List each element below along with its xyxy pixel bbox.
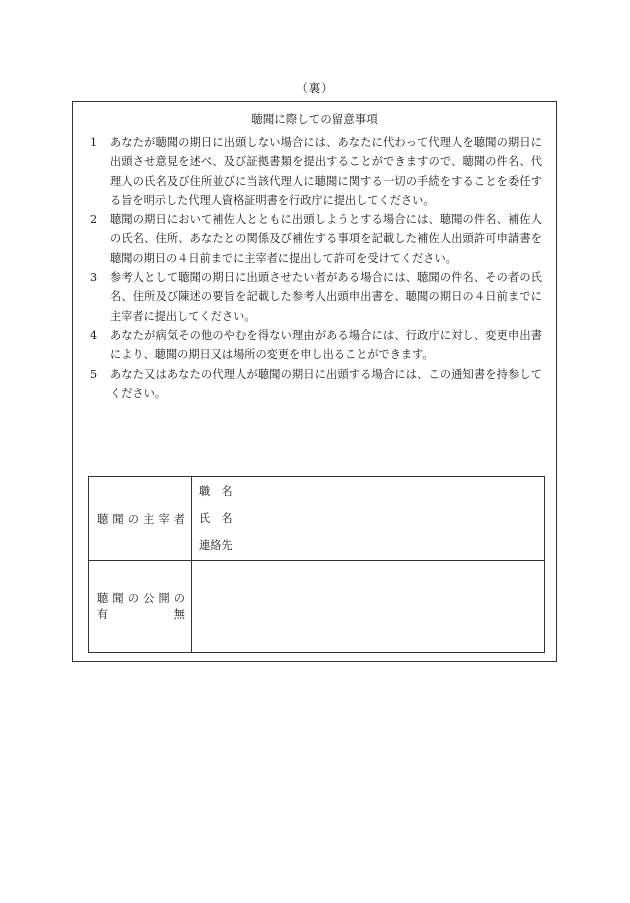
table-row-chair: [89, 477, 545, 561]
chair-position-label: 職 名: [199, 485, 233, 498]
chair-label-cell: [89, 477, 192, 561]
notice-item-number: 1: [90, 136, 98, 149]
notice-item-3: [90, 268, 542, 326]
notice-item-1: [90, 133, 542, 210]
notice-item-number: 2: [90, 213, 98, 227]
notice-item-text: あなたが病気その他のやむを得ない理由がある場合には、行政庁に対し、変更申出書により、聴聞の期日又は場所の変更を申し出ることができます。: [110, 328, 542, 362]
table-row-public: [89, 561, 545, 653]
notice-frame: [72, 101, 557, 662]
notice-item-2: [90, 210, 542, 268]
notice-item-text: 聴聞の期日において補佐人とともに出頭しようとする場合には、聴聞の件名、補佐人の氏名、住所、あなたとの関係及び補佐する事項を記載した補佐人出頭許可申請書を聴聞の期日の４日前までに主宰者に提出して許可を受けてください。: [110, 213, 542, 265]
chair-value-cell[interactable]: [192, 477, 545, 561]
notice-item-number: 4: [90, 328, 98, 342]
chair-name-label: 氏 名: [199, 512, 233, 525]
public-label-line1: 聴聞の公開の: [97, 591, 185, 605]
public-label-cell: [89, 561, 192, 653]
notice-items: [90, 133, 542, 403]
page-side-label: （裏）: [296, 81, 334, 95]
notice-item-4: [90, 326, 542, 365]
notice-item-text: あなたが聴聞の期日に出頭しない場合には、あなたに代わって代理人を聴聞の期日に出頭させ意見を述べ、及び証拠書類を提出することができますので、聴聞の件名、代理人の氏名及び住所並びに当該代理人に聴聞に関する一切の手続をすることを委任する旨を明示した代理人資格証明書を行政庁に提出してください。: [110, 136, 542, 207]
notice-title: 聴聞に際しての留意事項: [251, 112, 378, 126]
notice-item-5: [90, 365, 542, 404]
chair-contact-label: 連絡先: [199, 539, 233, 552]
hearing-info-table: [88, 476, 545, 653]
public-label: [89, 591, 191, 623]
notice-item-number: 3: [90, 271, 98, 285]
chair-label: 聴聞の主宰者: [97, 512, 185, 526]
public-label-line2: 有無: [97, 607, 185, 621]
public-value-cell[interactable]: [192, 561, 545, 653]
notice-item-number: 5: [90, 367, 98, 381]
notice-item-text: 参考人として聴聞の期日に出頭させたい者がある場合には、聴聞の件名、その者の氏名、住所及び陳述の要旨を記載した参考人出頭申出書を、聴聞の期日の４日前までに主宰者に提出してください。: [110, 271, 542, 323]
notice-item-text: あなた又はあなたの代理人が聴聞の期日に出頭する場合には、この通知書を持参してください。: [110, 367, 542, 400]
